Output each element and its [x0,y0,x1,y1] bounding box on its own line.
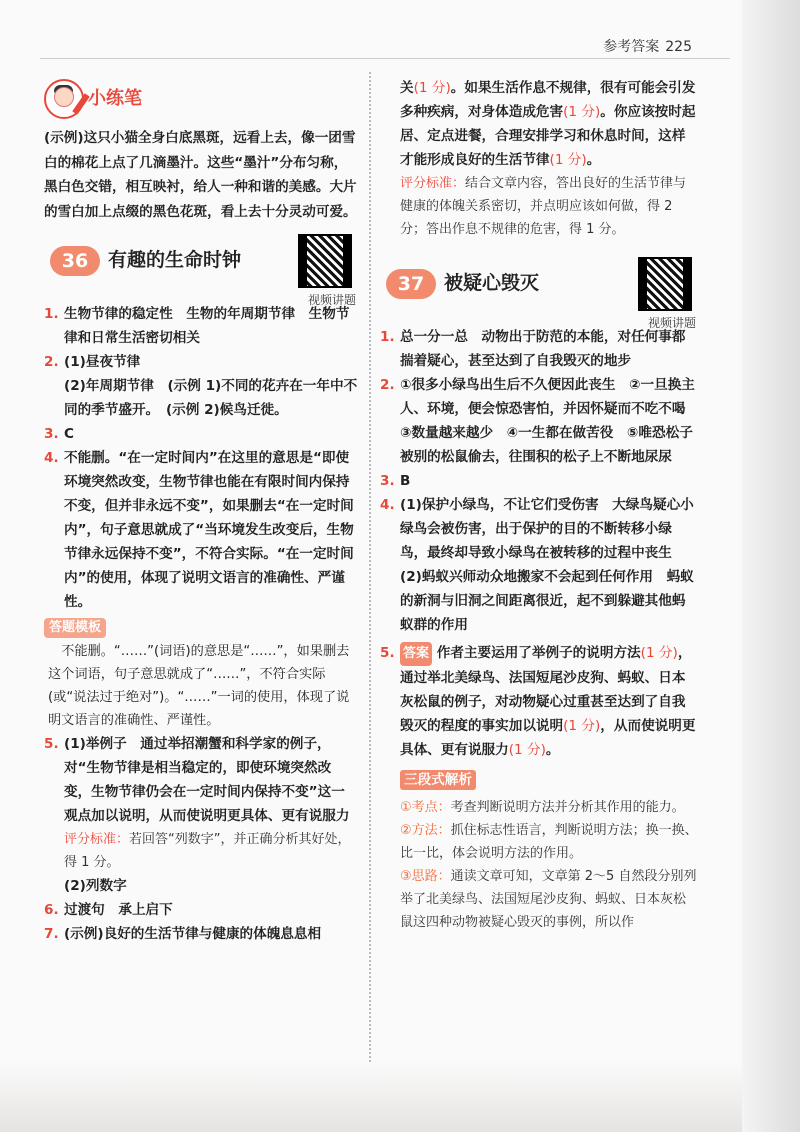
page-header [603,36,692,56]
section-number: 36 [50,246,100,276]
answer-2-part2: (2)年周期节律 (示例 1)不同的花卉在一年中不同的季节盛开。 (示例 2)候鸟迁徙。 [64,378,358,418]
section-36-header [44,234,358,307]
answer-5-criteria: 评分标准：若回答“列数字”，并正确分析其好处，得 1 分。 [64,832,351,870]
page-number: 225 [665,39,692,55]
answer-badge: 答案 [400,642,432,666]
page-bottom-shadow [0,1062,800,1132]
answer-7-continued: 关(1 分)。如果生活作息不规律，很有可能会引发多种疾病，对身体造成危害(1 分)。你应该按时起居、定点进餐，合理安排学习和休息时间，这样才能形成良好的生活节律(1 分)。 [400,80,696,168]
answer-1: 1. 生物节律的稳定性 生物的年周期节律 生物节律和日常生活密切相关 [44,306,350,346]
student-pen-icon [44,79,84,119]
qr-label: 视频讲题 [647,316,696,330]
xiaolianbi-title: 小练笔 [88,88,142,109]
section-title: 被疑心毁灭 [444,272,540,294]
section-title: 有趣的生命时钟 [108,249,242,271]
template-text: 不能删。“……”(词语)的意思是“……”，如果删去这个词语，句子意思就成了“……”，不符合实际(或“说法过于绝对”)。“……”一词的使用，体现了说明文语言的准确性、严谨性。 [48,644,350,728]
analysis-tag: 三段式解析 [400,770,476,790]
answer-6: 6. 过渡句 承上启下 [44,902,173,918]
right-column [380,76,698,934]
xiaolianbi-text: (示例)这只小猫全身白底黑斑，远看上去，像一团雪白的棉花上点了几滴墨汁。这些“墨汁”分布匀称，黑白色交错，相互映衬，给人一种和谐的美感。大片的雪白加上点缀的黑色花斑，看上去十分灵动可爱。 [44,130,357,220]
answer-5: 5. 答案 作者主要运用了举例子的说明方法(1 分)，通过举北美绿鸟、法国短尾沙皮狗、蚂蚁、日本灰松鼠的例子，对动物疑心过重甚至达到了自我毁灭的程度的事实加以说明(1 分)，从而使说明更具体、更有说服力(1 分)。 [380,641,698,762]
section-37-header [380,257,698,330]
answer-2: 2. (1)昼夜节律 [44,354,141,370]
answer-3: 3. B [380,473,411,489]
qr-code-icon[interactable] [638,257,692,311]
answer-4: 4. 不能删。“在一定时间内”在这里的意思是“即使环境突然改变，生物节律也能在有限时间内保持不变，但并非永远不变”，如果删去“在一定时间内”，句子意思就成了“当环境发生改变后，生物节律永远保持不变”，不符合实际。“在一定时间内”的使用，体现了说明文语言的准确性、严谨性。 [44,450,354,610]
section-number: 37 [386,269,436,299]
header-rule [40,58,730,59]
answer-3: 3. C [44,426,74,442]
answer-5: 5. (1)举例子 通过举招潮蟹和科学家的例子，对“生物节律是相当稳定的，即使环境突然改变，生物节律仍会在一定时间内保持不变”这一观点加以说明，从而使说明更具体、更有说服力 [44,736,350,824]
answer-7-criteria: 评分标准：结合文章内容，答出良好的生活节律与健康的体魄关系密切，并点明应该如何做，得 2 分；答出作息不规律的危害，得 1 分。 [400,176,687,237]
left-column [44,76,358,946]
header-label: 参考答案 [603,39,660,55]
answer-1: 1. 总一分一总 动物出于防范的本能，对任何事都揣着疑心，甚至达到了自我毁灭的地步 [380,329,686,369]
page-right-edge [742,0,800,1132]
analysis-point-2: ②方法：抓住标志性语言，判断说明方法；换一换、比一比，体会说明方法的作用。 [400,823,698,861]
answer-5-part2: (2)列数字 [64,878,127,894]
template-tag: 答题模板 [44,618,106,638]
column-divider [369,72,371,1062]
answer-4: 4. (1)保护小绿鸟，不让它们受伤害 大绿鸟疑心小绿鸟会被伤害，出于保护的目的不断转移小绿鸟，最终却导致小绿鸟在被转移的过程中丧生 [380,497,694,561]
analysis-point-3: ③思路：通读文章可知，文章第 2～5 自然段分别列举了北美绿鸟、法国短尾沙皮狗、蚂蚁、日本灰松鼠这四种动物被疑心毁灭的事例，所以作 [400,869,697,930]
qr-label: 视频讲题 [307,293,356,307]
answer-4-part2: (2)蚂蚁兴师动众地搬家不会起到任何作用 蚂蚁的新洞与旧洞之间距离很近，起不到躲避其他蚂蚁群的作用 [400,569,694,633]
answer-7: 7. (示例)良好的生活节律与健康的体魄息息相 [44,926,322,942]
qr-code-icon[interactable] [298,234,352,288]
analysis-point-1: ①考点：考查判断说明方法并分析其作用的能力。 [400,800,685,815]
answer-2: 2. ①很多小绿鸟出生后不久便因此丧生 ②一旦换主人、环境，便会惊恐害怕，并因怀疑而不吃不喝 ③数量越来越少 ④一生都在做苦役 ⑤唯恐松子被别的松鼠偷去，往围积的松子上不断地尿尿 [380,377,700,465]
xiaolianbi-heading [44,76,358,122]
